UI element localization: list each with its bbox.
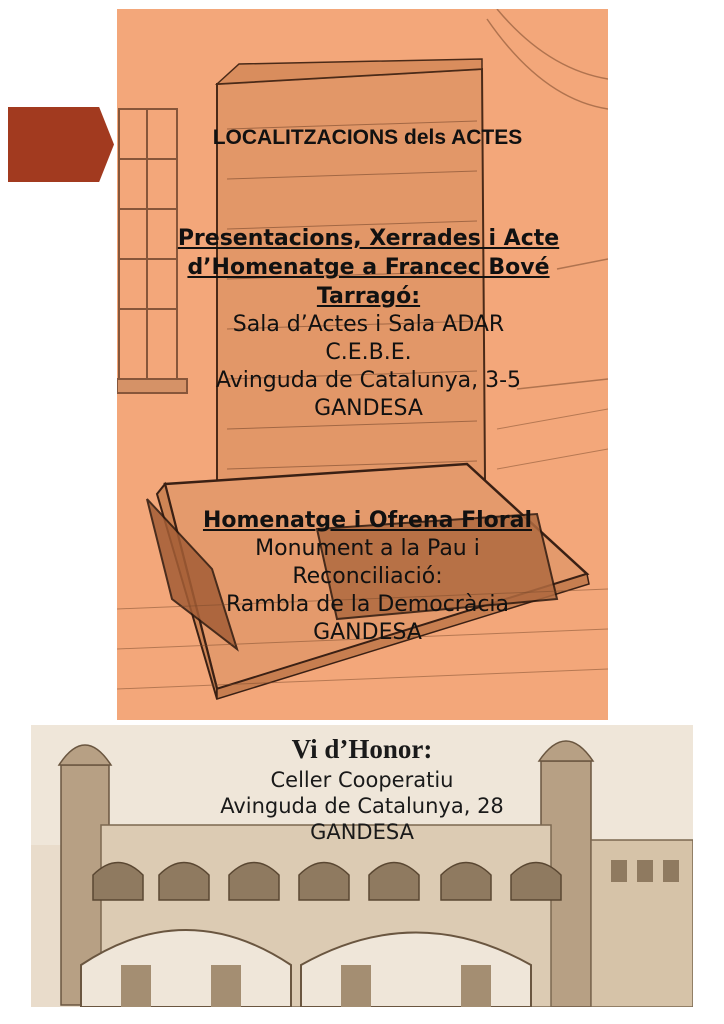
section1-venue: Sala d’Actes i Sala ADAR xyxy=(232,312,505,337)
section2-town: GANDESA xyxy=(313,620,422,645)
section2-monument: Monument a la Pau i xyxy=(255,536,480,561)
section2-reconciliacio: Reconciliació: xyxy=(292,564,443,589)
section1-address: Avinguda de Catalunya, 3-5 xyxy=(215,368,522,393)
section3-town: GANDESA xyxy=(310,820,414,844)
section3-venue: Celler Cooperatiu xyxy=(270,768,454,792)
section2-title: Homenatge i Ofrena Floral xyxy=(202,508,533,533)
section1-org: C.E.B.E. xyxy=(325,340,412,365)
section2-address: Rambla de la Democràcia xyxy=(225,592,510,617)
monument-panel xyxy=(117,9,608,720)
section3-address: Avinguda de Catalunya, 28 xyxy=(220,794,504,818)
section-presentacions xyxy=(117,224,608,423)
section-homenatge xyxy=(117,506,608,647)
section1-town: GANDESA xyxy=(314,396,423,421)
section1-title-line3: Tarragó: xyxy=(316,284,421,309)
section1-title-line2: d’Homenatge a Francec Bové xyxy=(187,255,550,280)
winery-panel xyxy=(31,725,693,1007)
section3-title: Vi d’Honor: xyxy=(291,734,433,764)
section1-title-line1: Presentacions, Xerrades i Acte xyxy=(177,226,560,251)
page-heading: LOCALITZACIONS dels ACTES xyxy=(212,126,523,149)
winery-text-overlay xyxy=(31,731,693,845)
arrow-tab-decoration xyxy=(8,107,114,182)
